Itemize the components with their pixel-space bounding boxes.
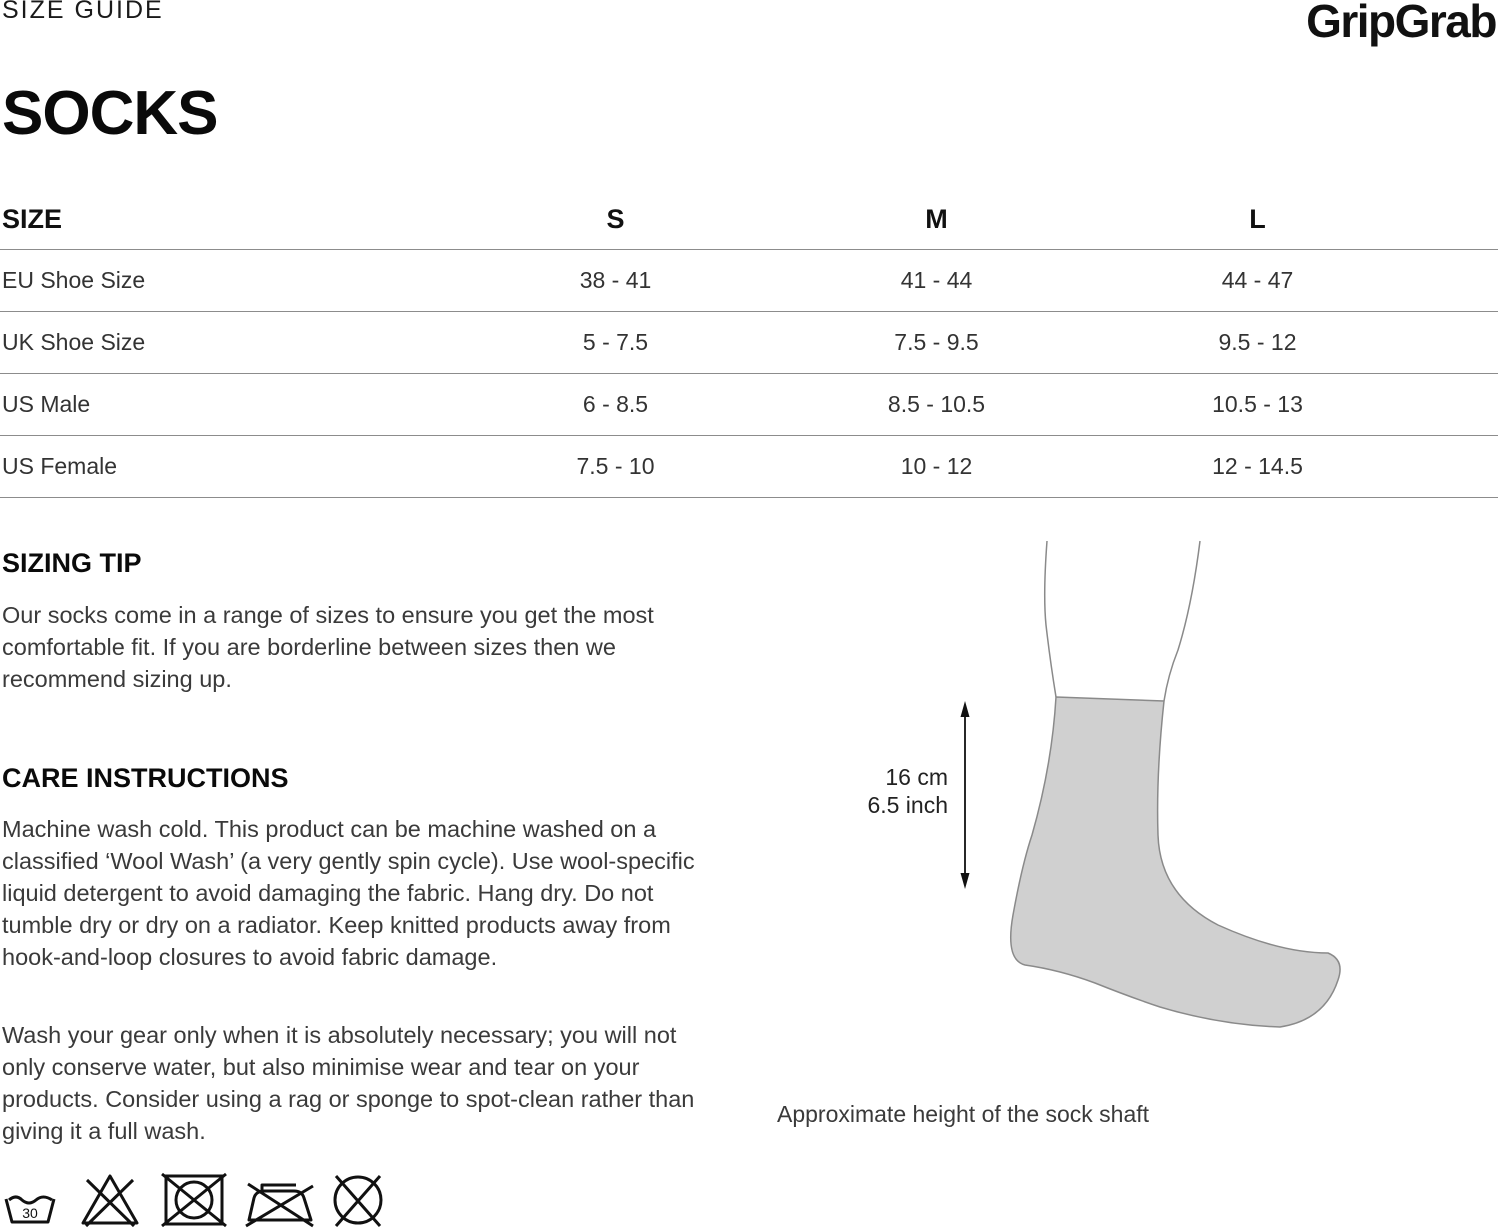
column-header-s: S: [606, 204, 625, 234]
table-cell-spacer: [1418, 436, 1498, 498]
column-header-l: L: [1249, 204, 1266, 234]
size-table: [0, 190, 1498, 498]
table-cell-spacer: [1418, 374, 1498, 436]
row-label: EU Shoe Size: [0, 250, 455, 312]
no-bleach-icon: [83, 1176, 137, 1226]
care-instructions-heading: CARE INSTRUCTIONS: [2, 763, 289, 793]
care-instructions-text: Machine wash cold. This product can be machine washed on a classified ‘Wool Wash’ (a very gently spin cycle). Use wool-specific liquid detergent to avoid damaging the fabric. Hang dry. Do not tumble dry or dry on a radiator. Keep knitted products away from hook-and-loop closures to avoid fabric damage.: [2, 816, 695, 970]
table-row: [0, 374, 1498, 436]
sizing-tip-heading: SIZING TIP: [2, 548, 142, 578]
leg-outline: [1045, 541, 1200, 701]
brand-logo: GripGrab: [1306, 0, 1496, 47]
table-cell: 7.5 - 9.5: [776, 312, 1097, 374]
guide-label: SIZE GUIDE: [2, 0, 164, 24]
table-cell-spacer: [1418, 250, 1498, 312]
column-header-m: M: [925, 204, 948, 234]
column-header-size: SIZE: [2, 204, 63, 234]
table-cell: 44 - 47: [1097, 250, 1418, 312]
shaft-height-label: [867, 763, 948, 819]
table-cell: 41 - 44: [776, 250, 1097, 312]
no-dry-clean-icon: [335, 1176, 381, 1226]
table-cell: 12 - 14.5: [1097, 436, 1418, 498]
table-cell: 7.5 - 10: [455, 436, 776, 498]
no-iron-icon: [246, 1184, 313, 1226]
column-spacer: [1418, 190, 1498, 250]
table-cell: 10.5 - 13: [1097, 374, 1418, 436]
care-instructions-text-2: Wash your gear only when it is absolutely necessary; you will not only conserve water, but also minimise wear and tear on your products. Consider using a rag or sponge to spot-clean rather than giving it a full wash.: [2, 1022, 695, 1144]
table-cell: 38 - 41: [455, 250, 776, 312]
table-row: [0, 250, 1498, 312]
table-header-row: [0, 190, 1498, 250]
no-tumble-dry-icon: [162, 1174, 226, 1226]
table-row: [0, 312, 1498, 374]
page-title: SOCKS: [2, 79, 218, 148]
table-cell: 9.5 - 12: [1097, 312, 1418, 374]
table-cell: 5 - 7.5: [455, 312, 776, 374]
table-row: [0, 436, 1498, 498]
shaft-height-cm: 16 cm: [885, 764, 948, 790]
shaft-height-inch: 6.5 inch: [867, 792, 948, 818]
table-cell: 8.5 - 10.5: [776, 374, 1097, 436]
row-label: UK Shoe Size: [0, 312, 455, 374]
table-cell-spacer: [1418, 312, 1498, 374]
wash-temperature: 30: [22, 1205, 38, 1221]
sock-shape: [1011, 697, 1340, 1027]
row-label: US Female: [0, 436, 455, 498]
row-label: US Male: [0, 374, 455, 436]
measurement-arrow: [961, 701, 970, 889]
table-cell: 10 - 12: [776, 436, 1097, 498]
wash-30-icon: [6, 1197, 54, 1222]
care-icons: [2, 1172, 402, 1228]
sock-illustration: [760, 535, 1380, 1065]
sizing-tip-text: Our socks come in a range of sizes to ensure you get the most comfortable fit. If you are borderline between sizes then we recommend sizing up.: [2, 602, 654, 692]
figure-caption: Approximate height of the sock shaft: [777, 1101, 1150, 1127]
table-cell: 6 - 8.5: [455, 374, 776, 436]
